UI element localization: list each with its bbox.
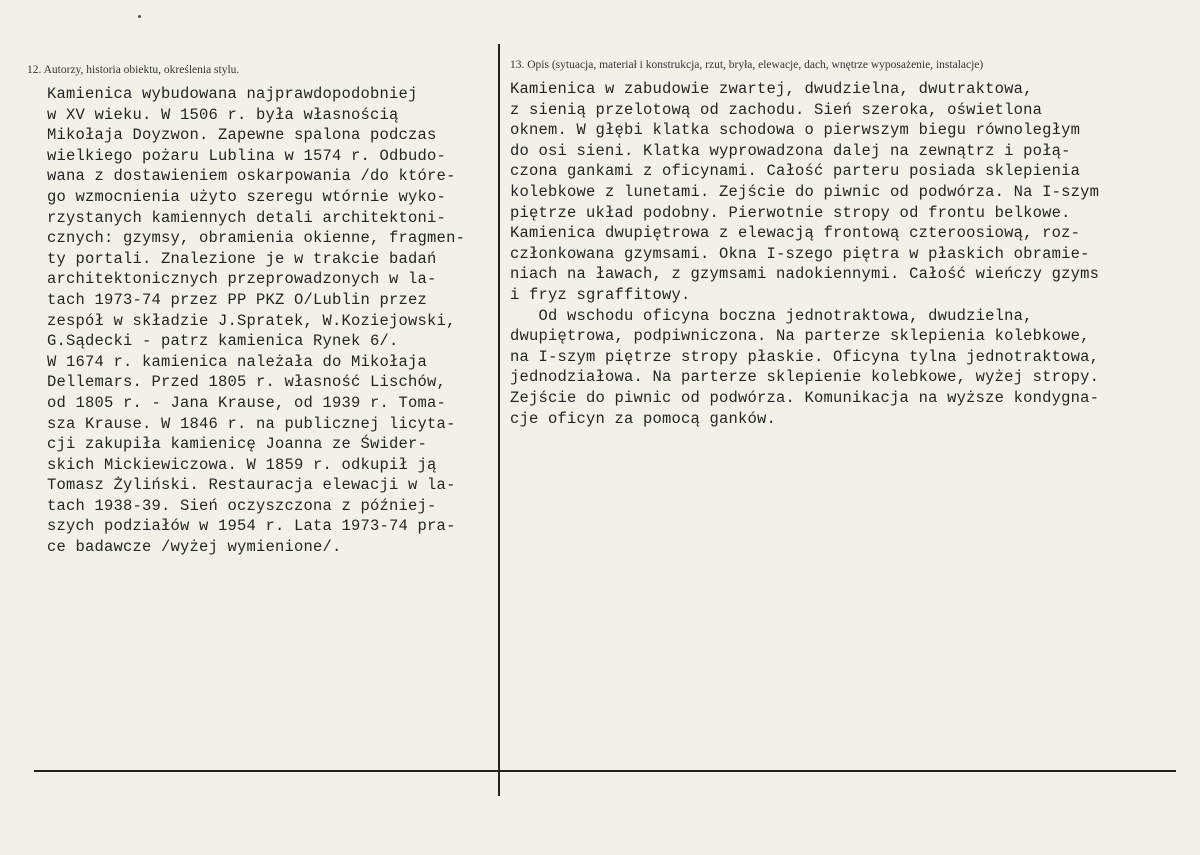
right-text-line: z sienią przelotową od zachodu. Sień szeroka, oświetlona xyxy=(510,100,1043,119)
left-text-line: rzystanych kamiennych detali architektoni- xyxy=(47,208,447,227)
right-text-line: Kamienica dwupiętrowa z elewacją frontową czteroosiową, roz- xyxy=(510,224,1081,243)
left-text-line: go wzmocnienia użyto szeregu wtórnie wyko- xyxy=(47,187,447,206)
left-text-line: G.Sądecki - patrz kamienica Rynek 6/. xyxy=(47,332,399,351)
right-text-line: cje oficyn za pomocą ganków. xyxy=(510,409,777,428)
left-text-line: skich Mickiewiczowa. W 1859 r. odkupił ją xyxy=(47,455,437,474)
section-12-body xyxy=(47,84,465,558)
right-text-line: Od wschodu oficyna boczna jednotraktowa, dwudzielna, xyxy=(510,306,1033,325)
right-text-line: czona gankami z oficynami. Całość parteru posiada sklepienia xyxy=(510,162,1081,181)
left-text-line: ty portali. Znalezione je w trakcie badań xyxy=(47,249,437,268)
right-text-line: oknem. W głębi klatka schodowa o pierwszym biegu równoległym xyxy=(510,121,1081,140)
right-text-line: członkowana gzymsami. Okna I-szego piętra w płaskich obramie- xyxy=(510,244,1090,263)
left-text-line: cznych: gzymsy, obramienia okienne, fragmen- xyxy=(47,229,466,248)
left-text-line: wielkiego pożaru Lublina w 1574 r. Odbudo- xyxy=(47,146,447,165)
left-text-line: tach 1973-74 przez PP PKZ O/Lublin przez xyxy=(47,290,428,309)
left-text-line: architektonicznych przeprowadzonych w la- xyxy=(47,270,437,289)
paper-speck xyxy=(138,15,141,18)
left-text-line: cji zakupiła kamienicę Joanna ze Świder- xyxy=(47,435,428,454)
right-text-line: piętrze układ podobny. Pierwotnie stropy od frontu belkowe. xyxy=(510,203,1071,222)
section-12-header: 12. Autorzy, historia obiektu, określenia stylu. xyxy=(27,64,240,76)
right-text-line: i fryz sgraffitowy. xyxy=(510,285,691,304)
left-text-line: wana z dostawieniem oskarpowania /do które- xyxy=(47,167,456,186)
left-text-line: tach 1938-39. Sień oczyszczona z później- xyxy=(47,496,437,515)
column-divider xyxy=(498,44,500,796)
right-text-line: do osi sieni. Klatka wyprowadzona dalej na zewnątrz i połą- xyxy=(510,141,1071,160)
left-text-line: szych podziałów w 1954 r. Lata 1973-74 pra- xyxy=(47,517,456,536)
left-text-line: od 1805 r. - Jana Krause, od 1939 r. Toma- xyxy=(47,393,447,412)
left-text-line: Tomasz Żyliński. Restauracja elewacji w la- xyxy=(47,476,456,495)
section-13-header: 13. Opis (sytuacja, materiał i konstrukcja, rzut, bryła, elewacje, dach, wnętrze wyposażenie, instalacje) xyxy=(510,59,984,71)
left-text-line: w XV wieku. W 1506 r. była własnością xyxy=(47,105,399,124)
left-text-line: zespół w składzie J.Spratek, W.Koziejowski, xyxy=(47,311,456,330)
bottom-rule xyxy=(34,770,1176,772)
left-text-line: Mikołaja Doyzwon. Zapewne spalona podczas xyxy=(47,126,437,145)
section-13-body xyxy=(510,79,1099,429)
right-text-line: Zejście do piwnic od podwórza. Komunikacja na wyższe kondygna- xyxy=(510,388,1100,407)
right-text-line: jednodziałowa. Na parterze sklepienie kolebkowe, wyżej stropy. xyxy=(510,368,1100,387)
right-text-line: na I-szym piętrze stropy płaskie. Oficyna tylna jednotraktowa, xyxy=(510,347,1100,366)
left-text-line: W 1674 r. kamienica należała do Mikołaja xyxy=(47,352,428,371)
right-text-line: niach na ławach, z gzymsami nadokiennymi. Całość wieńczy gzyms xyxy=(510,265,1100,284)
right-text-line: kolebkowe z lunetami. Zejście do piwnic od podwórza. Na I-szym xyxy=(510,182,1100,201)
left-text-line: ce badawcze /wyżej wymienione/. xyxy=(47,538,342,557)
left-text-line: sza Krause. W 1846 r. na publicznej licyta- xyxy=(47,414,456,433)
right-text-line: dwupiętrowa, podpiwniczona. Na parterze sklepienia kolebkowe, xyxy=(510,327,1090,346)
right-text-line: Kamienica w zabudowie zwartej, dwudzielna, dwutraktowa, xyxy=(510,80,1033,98)
left-text-line: Dellemars. Przed 1805 r. własność Lischów, xyxy=(47,373,447,392)
left-text-line: Kamienica wybudowana najprawdopodobniej xyxy=(47,85,418,103)
